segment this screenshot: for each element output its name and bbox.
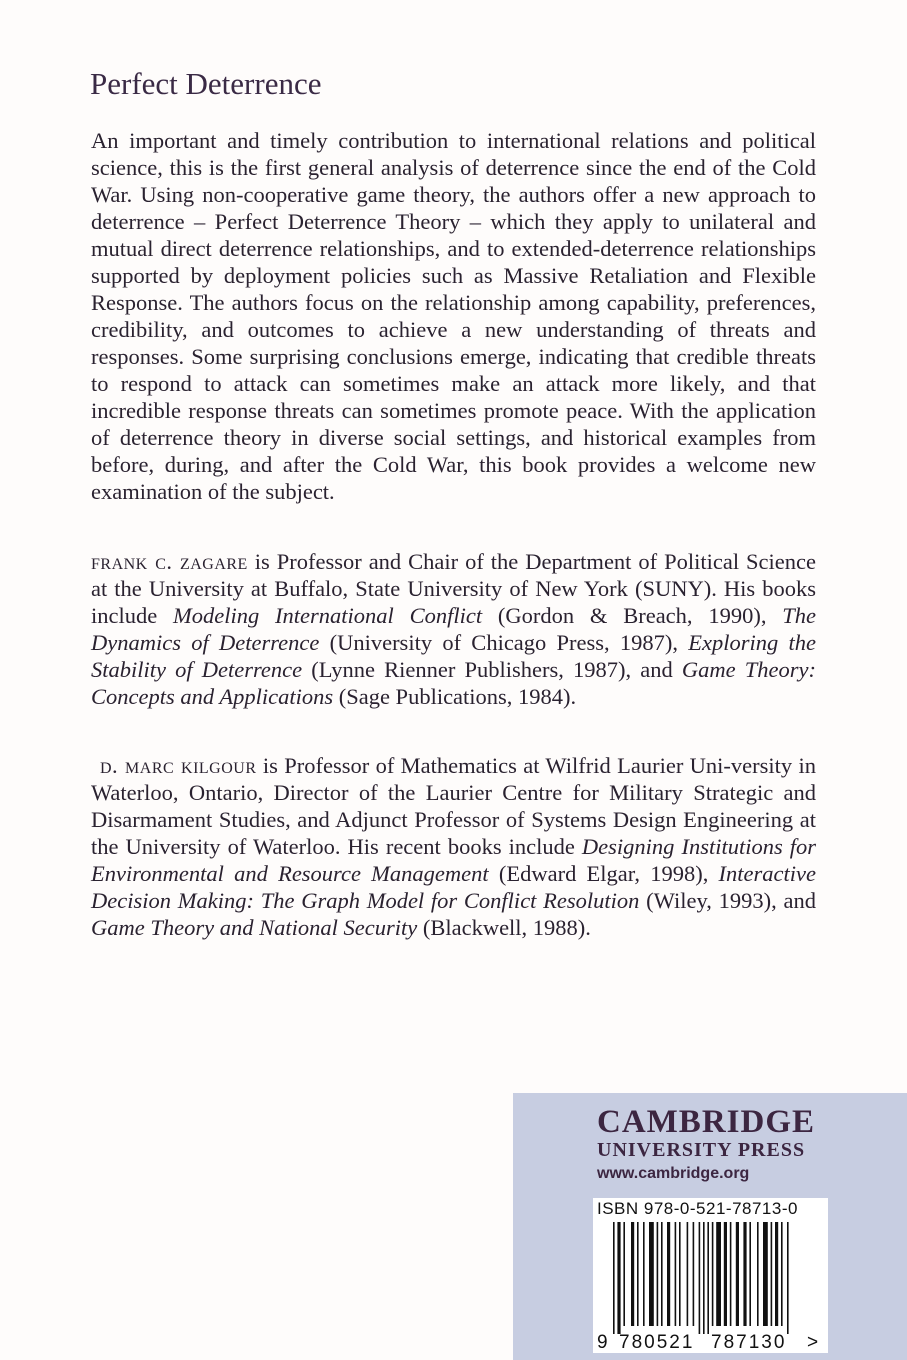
- bio-text: (University of Chicago Press, 1987),: [319, 630, 689, 655]
- book-reference: Designing Institutions for Environmental and Resource Management: [91, 834, 817, 886]
- barcode-bar: [679, 1222, 681, 1326]
- author-bio-kilgour: [91, 752, 816, 941]
- barcode-bar: [775, 1222, 778, 1326]
- barcode-bar: [763, 1222, 768, 1326]
- author-bio-zagare: [91, 548, 816, 710]
- publisher-url: www.cambridge.org: [597, 1165, 750, 1182]
- publisher-name: CAMBRIDGE: [597, 1104, 816, 1140]
- barcode-bar: [749, 1222, 751, 1326]
- barcode-bar: [703, 1222, 705, 1334]
- barcode-bar: [716, 1222, 721, 1326]
- book-title: Perfect Deterrence: [90, 66, 322, 101]
- barcode-bar: [649, 1222, 654, 1326]
- barcode-bar: [787, 1222, 789, 1334]
- barcode-bar: [724, 1222, 727, 1326]
- barcode-right-digits: 787130: [711, 1332, 787, 1353]
- book-reference: Interactive Decision Making: The Graph Model for Conflict Resolution: [91, 861, 816, 913]
- barcode-bar: [743, 1222, 746, 1326]
- barcode-bar: [712, 1222, 714, 1326]
- bio-text: is Professor of Mathematics at Wilfrid Laurier Uni-versity in Waterloo, Ontario, Director of the Laurier Centre for Military Strategic and Disarmament Studies, and Adjunct Professor of Systems Design Engineering at the University of Waterloo. His recent books include: [91, 753, 817, 859]
- barcode-first-digit: 9: [597, 1332, 608, 1353]
- bio-text: (Gordon & Breach, 1990),: [482, 603, 783, 628]
- bio-text: is Professor and Chair of the Department of Political Science at the University at Buffalo, State University of New York (SUNY). His books include: [91, 549, 816, 628]
- author-name: frank c. zagare: [91, 549, 248, 574]
- barcode-bar: [613, 1222, 615, 1334]
- barcode-bar: [623, 1222, 625, 1326]
- book-reference: Game Theory: Concepts and Applications: [91, 657, 816, 709]
- barcode-area: [593, 1198, 828, 1353]
- barcode-bar: [707, 1222, 709, 1334]
- publisher-subtitle: UNIVERSITY PRESS: [597, 1139, 806, 1161]
- barcode-bar: [631, 1222, 634, 1326]
- bio-text: (Blackwell, 1988).: [417, 915, 591, 940]
- isbn-label: ISBN 978-0-521-78713-0: [597, 1199, 798, 1218]
- barcode-bar: [730, 1222, 732, 1326]
- bio-text: (Edward Elgar, 1998),: [488, 861, 719, 886]
- barcode-bars: [613, 1222, 789, 1334]
- barcode-bar: [661, 1222, 663, 1326]
- barcode-bar: [667, 1222, 670, 1326]
- bio-text: (Wiley, 1993), and: [639, 888, 816, 913]
- barcode-bar: [699, 1222, 701, 1334]
- bio-text: (Sage Publications, 1984).: [333, 684, 577, 709]
- barcode-left-digits: 780521: [619, 1332, 695, 1353]
- barcode-bar: [675, 1222, 677, 1326]
- book-reference: Game Theory and National Security: [91, 915, 418, 940]
- barcode-bar: [617, 1222, 620, 1334]
- book-reference: The Dynamics of Deterrence: [91, 603, 816, 655]
- barcode-bar: [771, 1222, 773, 1326]
- book-reference: Modeling International Conflict: [173, 603, 483, 628]
- bio-text: (Lynne Rienner Publishers, 1987), and: [302, 657, 682, 682]
- publisher-panel: [513, 1093, 907, 1360]
- barcode-end-mark: >: [807, 1332, 819, 1353]
- barcode-bar: [687, 1222, 689, 1326]
- barcode-bar: [643, 1222, 645, 1326]
- barcode-bar: [657, 1222, 659, 1326]
- barcode-bar: [693, 1222, 695, 1326]
- barcode-bar: [757, 1222, 759, 1326]
- book-summary: An important and timely contribution to international relations and political science, this is the first general analysis of deterrence since the end of the Cold War. Using non-cooperative game theory, the authors offer a new approach to deterrence – Perfect Deterrence Theory – which they apply to unilateral and mutual direct deterrence relationships, and to extended-deterrence relationships supported by deployment policies such as Massive Retaliation and Flexible Response. The authors focus on the relationship among capability, preferences, credibility, and outcomes to achieve a new understanding of threats and responses. Some surprising conclusions emerge, indicating that credible threats to respond to attack can sometimes make an attack more likely, and that incredible response threats can sometimes promote peace. With the application of deterrence theory in diverse social settings, and historical examples from before, during, and after the Cold War, this book provides a welcome new examination of the subject.: [91, 128, 816, 504]
- barcode-bar: [781, 1222, 783, 1326]
- barcode: [593, 1198, 828, 1353]
- book-reference: Exploring the Stability of Deterrence: [91, 630, 817, 682]
- barcode-bar: [736, 1222, 739, 1326]
- barcode-bar: [637, 1222, 639, 1326]
- author-name: d. marc kilgour: [100, 753, 257, 778]
